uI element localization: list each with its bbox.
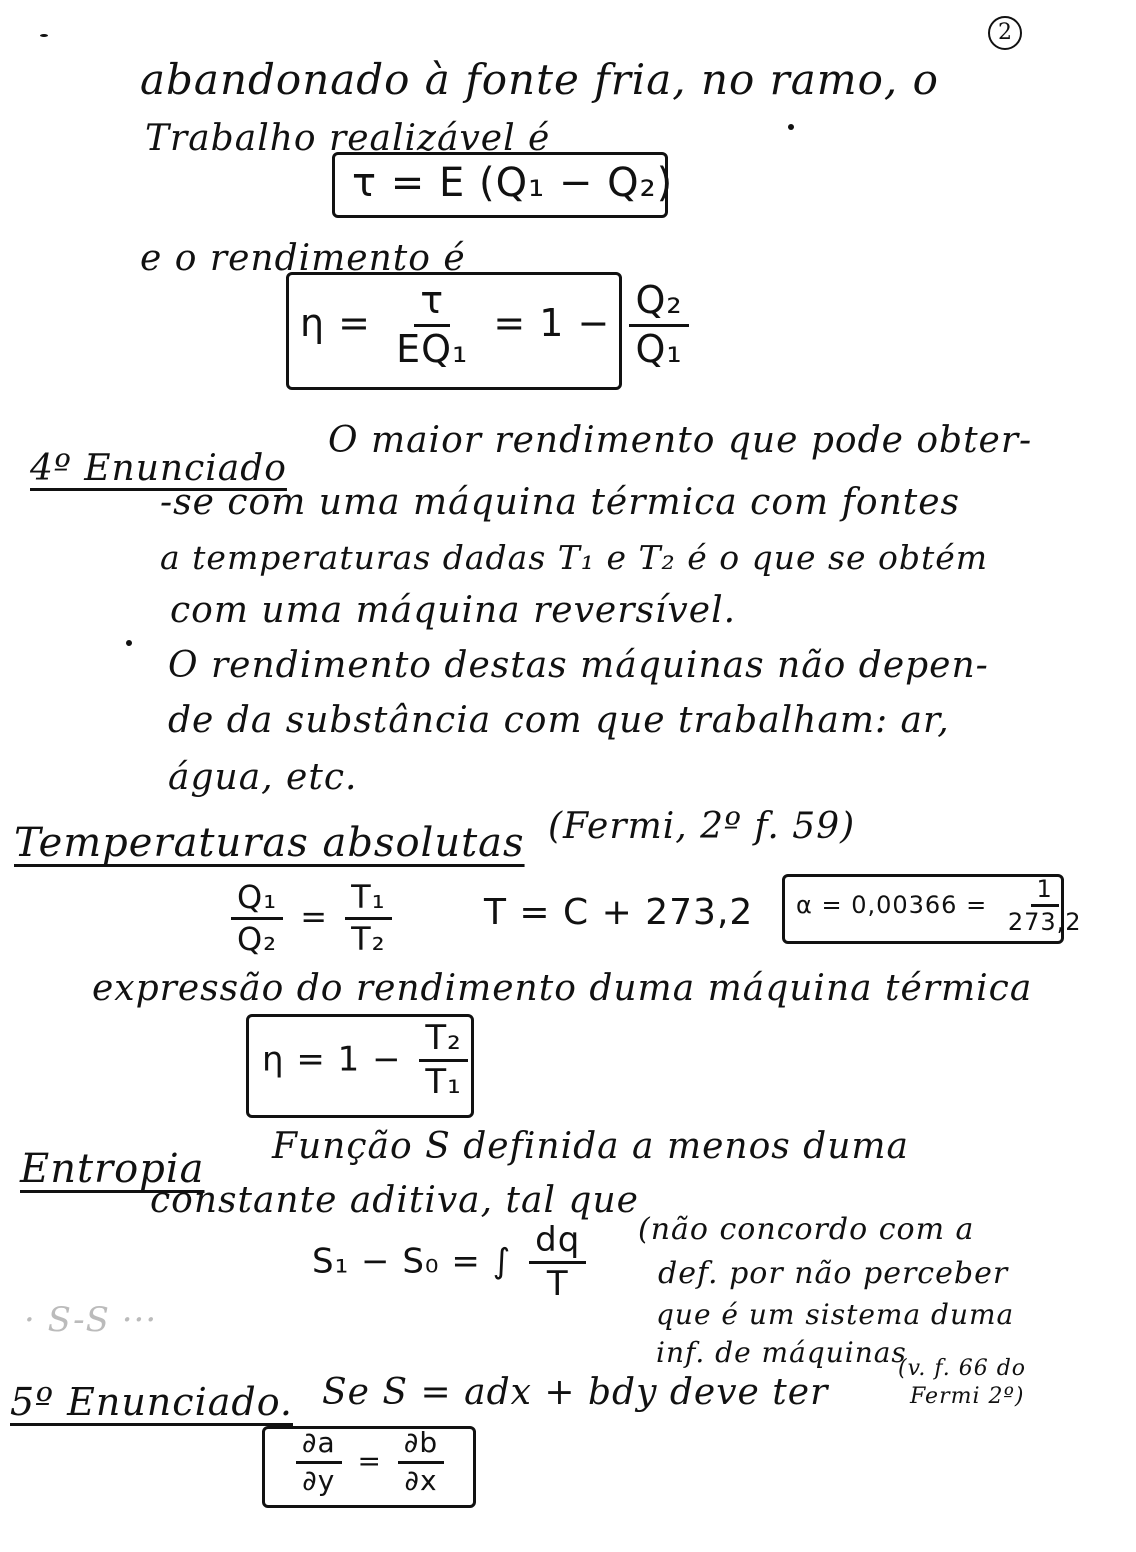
denominator: Q₂ [237, 920, 278, 959]
section-label-5: 5º Enunciado. [10, 1380, 293, 1424]
fraction [390, 280, 474, 371]
eq-part: S₁ − S₀ = ∫ [312, 1241, 512, 1282]
text-line: Função S definida a menos duma [272, 1126, 909, 1167]
text-line: -se com uma máquina térmica com fontes [160, 482, 961, 523]
equation-efficiency [300, 280, 695, 371]
numerator: 1 [1031, 876, 1059, 907]
margin-note: def. por não perceber [658, 1256, 1009, 1291]
text-line: Trabalho realizável é [145, 118, 551, 159]
section-title-temperature: Temperaturas absolutas [14, 820, 525, 866]
text-line: abandonado à fonte fria, no ramo, o [140, 55, 939, 104]
margin-note: que é um sistema duma [656, 1298, 1015, 1331]
denominator: T₁ [425, 1062, 462, 1103]
text-line: expressão do rendimento duma máquina térmica [92, 968, 1033, 1009]
equation-ratio [225, 880, 398, 957]
numerator: Q₂ [629, 280, 688, 327]
denominator: ∂x [404, 1463, 438, 1497]
equals-sign: = [300, 897, 328, 936]
margin-note: Fermi 2º) [910, 1384, 1025, 1409]
denominator: T [546, 1264, 569, 1305]
numerator: ∂a [296, 1428, 342, 1464]
fraction [1002, 876, 1088, 936]
fraction [296, 1428, 342, 1497]
section-label-4: 4º Enunciado [30, 448, 287, 489]
eq-part: η = 1 − [262, 1039, 402, 1080]
eq-part: = 1 − [493, 300, 611, 345]
equals-sign: = [357, 1444, 383, 1478]
equation-work: τ = E (Q₁ − Q₂) [352, 160, 674, 206]
equation-kelvin: T = C + 273,2 [484, 892, 754, 933]
text-line: e o rendimento é [140, 238, 466, 279]
fraction [419, 1020, 467, 1102]
denominator: Q₁ [635, 326, 683, 371]
text-line: água, etc. [168, 757, 358, 798]
equation-carnot [262, 1020, 474, 1102]
text-line: com uma máquina reversível. [170, 590, 737, 631]
equation-entropy [312, 1222, 592, 1304]
fraction [231, 880, 283, 957]
denominator: ∂y [302, 1463, 336, 1497]
eq-part: η = [300, 300, 372, 345]
section-label-entropy: Entropia [20, 1146, 205, 1192]
text-line: Se S = adx + bdy deve ter [322, 1372, 829, 1413]
fraction [398, 1428, 444, 1497]
erased-text: · S-S ··· [24, 1300, 158, 1340]
margin-note: (não concordo com a [638, 1212, 975, 1247]
stray-mark [40, 34, 48, 37]
denominator: T₂ [351, 920, 386, 959]
margin-note: inf. de máquinas [656, 1336, 907, 1369]
numerator: dq [529, 1222, 586, 1264]
fraction [529, 1222, 586, 1304]
equation-alpha [796, 876, 1094, 936]
numerator: τ [414, 280, 450, 327]
text-line: de da substância com que trabalham: ar, [168, 700, 950, 741]
stray-mark [788, 124, 794, 130]
eq-part: α = 0,00366 = [796, 890, 988, 919]
denominator: EQ₁ [396, 326, 469, 371]
numerator: ∂b [398, 1428, 444, 1464]
fraction [345, 880, 391, 957]
text-line: a temperaturas dadas T₁ e T₂ é o que se obtém [160, 538, 989, 577]
numerator: T₂ [419, 1020, 467, 1062]
stray-mark [126, 640, 132, 646]
text-line: O rendimento destas máquinas não depen- [168, 645, 989, 686]
numerator: T₁ [345, 880, 391, 920]
numerator: Q₁ [231, 880, 283, 920]
denominator: 273,2 [1007, 908, 1082, 937]
text-line: O maior rendimento que pode obter- [328, 420, 1033, 461]
reference: (Fermi, 2º f. 59) [548, 806, 856, 847]
margin-note: (v. f. 66 do [898, 1356, 1027, 1381]
equation-exact-differential [290, 1428, 450, 1497]
text-line: constante aditiva, tal que [150, 1180, 639, 1221]
fraction [629, 280, 688, 371]
page-number: 2 [988, 16, 1022, 50]
